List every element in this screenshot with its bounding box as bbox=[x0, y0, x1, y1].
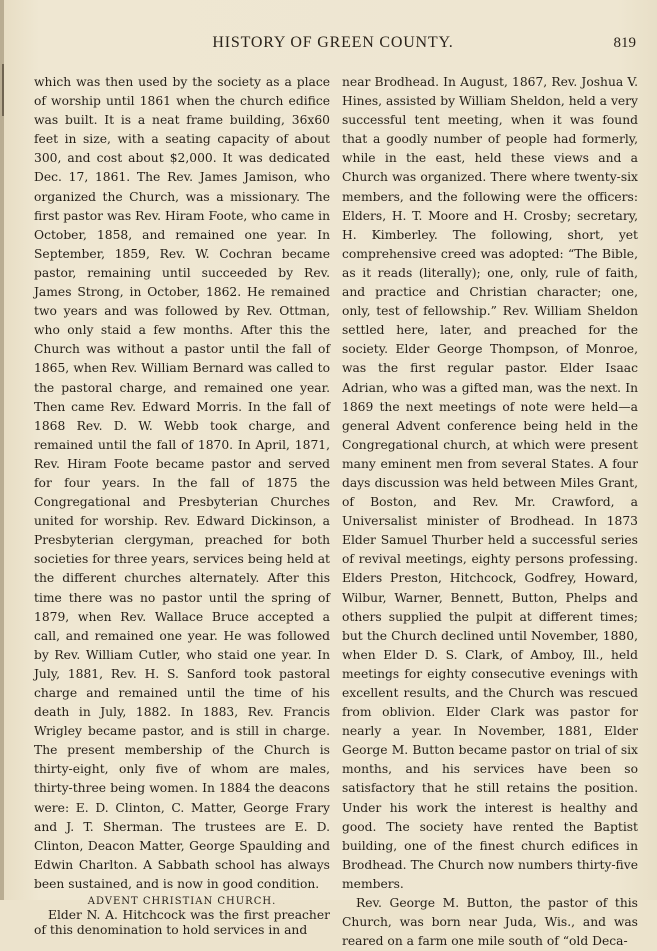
left-paragraph-advent-intro: Elder N. A. Hitchcock was the first preacher of this denomination to hold services in and bbox=[34, 908, 330, 938]
page-header bbox=[30, 34, 636, 56]
left-paragraph-congregational: which was then used by the society as a place of worship until 1861 when the church edifice was built. It is a neat frame building, 36x60 feet in size, with a seating capacity of about 300, and cost about $2,000. It was dedicated Dec. 17, 1861. The Rev. James Jamison, who organized the Church, was a missionary. The first pastor was Rev. Hiram Foote, who came in October, 1858, and remained one year. In September, 1859, Rev. W. Cochran became pastor, remaining until succeeded by Rev. James Strong, in October, 1862. He remained two years and was followed by Rev. Ottman, who only staid a few months. After this the Church was without a pastor until the fall of 1865, when Rev. William Bernard was called to the pastoral charge, and remained one year. Then came Rev. Edward Morris. In the fall of 1868 Rev. D. W. Webb took charge, and remained until the fall of 1870. In April, 1871, Rev. Hiram Foote became pastor and served for four years. In the fall of 1875 the Congregational and Presbyterian Churches united for worship. Rev. Edward Dickinson, a Presbyterian clergyman, preached for both societies for three years, services being held at the different churches alternately. After this time there was no pastor until the spring of 1879, when Rev. Wallace Bruce accepted a call, and remained one year. He was followed by Rev. William Cutler, who staid one year. In July, 1881, Rev. H. S. Sanford took pastoral charge and remained until the time of his death in July, 1882. In 1883, Rev. Francis Wrigley became pastor, and is still in charge. The present membership of the Church is thirty-eight, only five of whom are males, thirty-three being women. In 1884 the deacons were: E. D. Clinton, C. Matter, George Frary and J. T. Sherman. The trustees are E. D. Clinton, Deacon Matter, George Spaulding and Edwin Charlton. A Sabbath school has always been sustained, and is now in good condition. bbox=[34, 75, 330, 891]
right-column bbox=[342, 73, 638, 949]
binding-mark bbox=[2, 64, 4, 116]
running-title: HISTORY OF GREEN COUNTY. bbox=[212, 34, 454, 51]
section-heading-advent-christian-church: ADVENT CHRISTIAN CHURCH. bbox=[87, 896, 277, 908]
left-column bbox=[34, 73, 330, 938]
page-gutter-edge bbox=[0, 0, 4, 900]
right-paragraph-pastor-button: Rev. George M. Button, the pastor of this Church, was born near Juda, Wis., and was reared on a farm one mile south of “old Deca- bbox=[342, 896, 638, 949]
page-number: 819 bbox=[613, 35, 636, 51]
right-paragraph-advent-history: near Brodhead. In August, 1867, Rev. Joshua V. Hines, assisted by William Sheldon, held a very successful tent meeting, when it was found that a goodly number of people had formerly, while in the east, held these views and a Church was organized. There where twenty-six members, and the following were the officers: Elders, H. T. Moore and H. Crosby; secretary, H. Kimberley. The following, short, yet comprehensive creed was adopted: “The Bible, as it reads (literally); one, only, rule of faith, and practice and Christian character; one, only, test of fellowship.” Rev. William Sheldon settled here, later, and preached for the society. Elder George Thompson, of Monroe, was the first regular pastor. Elder Isaac Adrian, who was a gifted man, was the next. In 1869 the next meetings of note were held—a general Advent conference being held in the Congregational church, at which were present many eminent men from several States. A four days discussion was held between Miles Grant, of Boston, and Rev. Mr. Crawford, a Universalist minister of Brodhead. In 1873 Elder Samuel Thurber held a successful series of revival meetings, eighty persons professing. Elders Preston, Hitchcock, Godfrey, Howard, Wilbur, Warner, Bennett, Button, Phelps and others supplied the pulpit at different times; but the Church declined until November, 1880, when Elder D. S. Clark, of Amboy, Ill., held meetings for eighty consecutive evenings with excellent results, and the Church was rescued from oblivion. Elder Clark was pastor for nearly a year. In November, 1881, Elder George M. Button became pastor on trial of six months, and his services have been so satisfactory that he still retains the position. Under his work the interest is healthy and good. The society have rented the Baptist building, one of the finest church edifices in Brodhead. The Church now numbers thirty-five members. bbox=[342, 75, 638, 891]
